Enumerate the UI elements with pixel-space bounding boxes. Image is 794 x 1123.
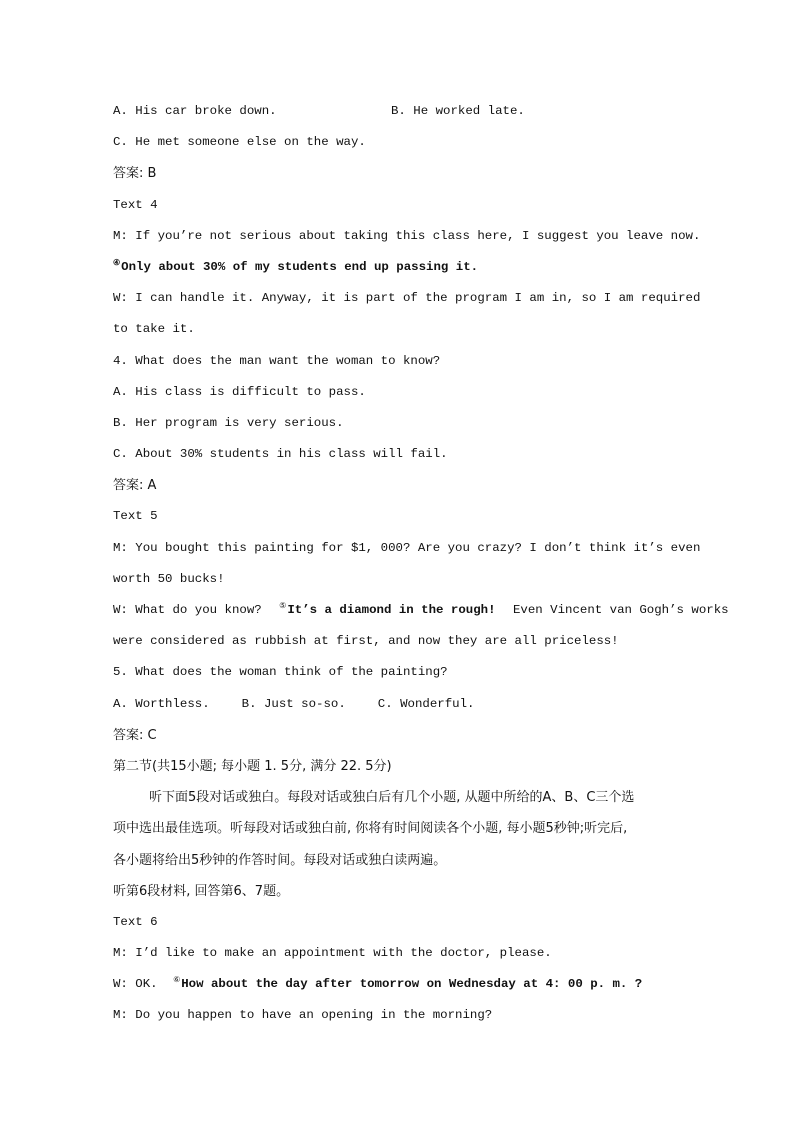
text5-woman-line [113, 595, 729, 626]
q5-option-c: C. Wonderful. [377, 696, 475, 711]
text4-highlight-text: Only about 30% of my students end up passing it. [121, 259, 479, 274]
text6-woman-line [113, 969, 683, 1000]
q5-option-b: B. Just so-so. [241, 696, 346, 711]
q3-option-c: C. He met someone else on the way. [113, 135, 366, 150]
question-4: 4. What does the man want the woman to know? [113, 353, 441, 368]
text6-highlight: How about the day after tomorrow on Wednesday at 4: 00 p. m. ? [181, 977, 643, 992]
q4-option-a: A. His class is difficult to pass. [113, 384, 366, 399]
q5-option-a: A. Worthless. [113, 696, 210, 711]
section-2-title: 第二节(共15小题; 每小题 1. 5分, 满分 22. 5分) [113, 758, 392, 774]
q4-option-b: B. Her program is very serious. [113, 415, 344, 430]
text6-man-line: M: I’d like to make an appointment with the doctor, please. [113, 946, 552, 961]
q3-option-a: A. His car broke down. [113, 104, 277, 118]
text6-woman-pre: W: OK. [113, 977, 158, 992]
text4-man-line: M: If you’re not serious about taking this class here, I suggest you leave now. [113, 228, 701, 243]
section-2-instructions-3: 各小题将给出5秒钟的作答时间。每段对话或独白读两遍。 [113, 852, 447, 868]
note-marker-5: ⑤ [279, 601, 287, 611]
text5-highlight: It’s a diamond in the rough! [287, 603, 496, 617]
section-2-instructions-2: 项中选出最佳选项。听每段对话或独白前, 你将有时间阅读各个小题, 每小题5秒钟;听完后, [113, 821, 628, 837]
text5-woman-line-cont: were considered as rubbish at first, and now they are all priceless! [113, 634, 619, 649]
text6-man-line-2: M: Do you happen to have an opening in the morning? [113, 1008, 493, 1023]
question-5: 5. What does the woman think of the painting? [113, 665, 448, 680]
document-page [113, 96, 729, 1032]
q4-option-c: C. About 30% students in his class will fail. [113, 447, 448, 462]
text4-title: Text 4 [113, 197, 158, 212]
text5-man-line-cont: worth 50 bucks! [113, 571, 225, 586]
q3-option-b: B. He worked late. [391, 104, 525, 118]
q4-answer: 答案: A [113, 478, 157, 494]
q5-options-row [113, 689, 683, 720]
text6-title: Text 6 [113, 914, 158, 929]
section-2-instructions-1: 听下面5段对话或独白。每段对话或独白后有几个小题, 从题中所给的A、B、C三个选 [149, 790, 635, 806]
text4-highlight [113, 252, 683, 283]
q3-answer: 答案: B [113, 166, 157, 182]
q5-answer: 答案: C [113, 727, 157, 743]
note-marker-4: ④ [113, 258, 121, 268]
text5-title: Text 5 [113, 509, 158, 524]
text6-intro: 听第6段材料, 回答第6、7题。 [113, 883, 290, 899]
text5-man-line: M: You bought this painting for $1, 000? Are you crazy? I don’t think it’s even [113, 540, 701, 555]
text5-woman-post: Even Vincent van Gogh’s works [512, 603, 729, 617]
text5-woman-pre: W: What do you know? [113, 603, 262, 617]
note-marker-6: ⑥ [173, 976, 181, 986]
text4-woman-line: W: I can handle it. Anyway, it is part of the program I am in, so I am required [113, 291, 701, 306]
q3-options-row [113, 96, 683, 127]
text4-woman-line-cont: to take it. [113, 322, 195, 337]
